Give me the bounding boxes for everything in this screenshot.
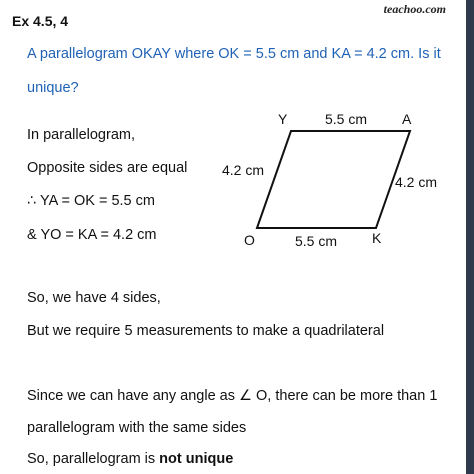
solution-line-4: & YO = KA = 4.2 cm — [27, 227, 157, 243]
vertex-label-o: O — [244, 232, 255, 248]
conclusion-answer: not unique — [159, 451, 234, 467]
side-label-ka: 4.2 cm — [395, 174, 438, 190]
solution-line-7: Since we can have any angle as ∠ O, there can be more than 1 — [27, 388, 438, 404]
solution-line-1: In parallelogram, — [27, 127, 135, 143]
solution-line-3: ∴ YA = OK = 5.5 cm — [27, 193, 155, 209]
exercise-title: Ex 4.5, 4 — [12, 13, 69, 29]
conclusion-prefix: So, parallelogram is — [27, 451, 160, 467]
vertex-label-a: A — [402, 111, 412, 127]
vertex-label-y: Y — [278, 111, 288, 127]
vertex-label-k: K — [372, 230, 382, 246]
side-label-ya: 5.5 cm — [325, 111, 368, 127]
side-label-ok: 5.5 cm — [295, 233, 338, 249]
brand-logo-text: teachoo.com — [383, 2, 446, 16]
side-label-yo: 4.2 cm — [222, 162, 265, 178]
parallelogram-shape — [257, 131, 410, 228]
solution-line-6: But we require 5 measurements to make a quadrilateral — [27, 323, 385, 339]
solution-line-8: parallelogram with the same sides — [27, 420, 247, 436]
solution-line-2: Opposite sides are equal — [27, 160, 188, 176]
solution-line-5: So, we have 4 sides, — [27, 290, 161, 306]
question-text: A parallelogram OKAY where OK = 5.5 cm and KA = 4.2 cm. Is it unique? — [27, 46, 441, 96]
